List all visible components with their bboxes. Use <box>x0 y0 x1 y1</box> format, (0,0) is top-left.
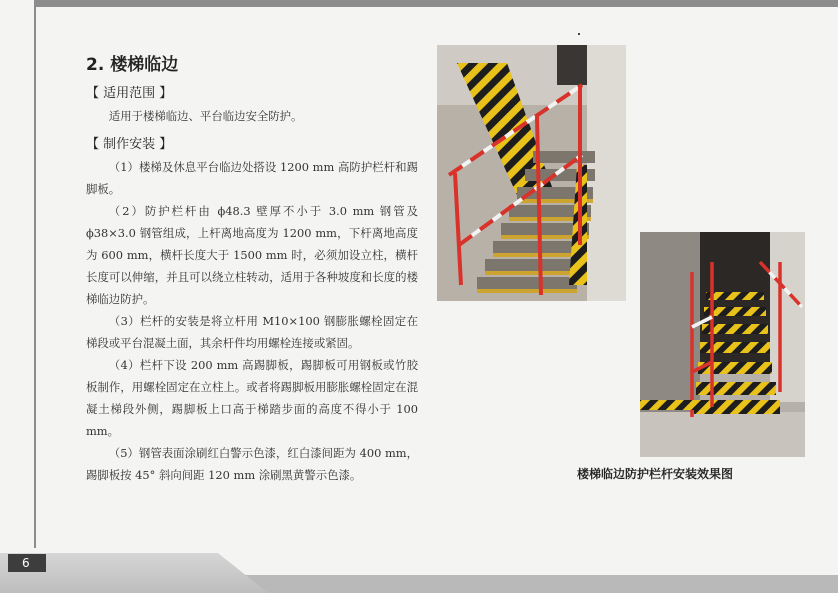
figure-caption: 楼梯临边防护栏杆安装效果图 <box>576 467 733 481</box>
install-item-4: （4）栏杆下设 200 mm 高踢脚板，踢脚板可用钢板或竹胶板制作，用螺栓固定在立柱上。或者将踢脚板用膨胀螺栓固定在混凝土梯段外侧，踢脚板上口高于梯踏步面的高度不得小于 100 mm。 <box>86 358 418 438</box>
left-border-rule <box>34 0 36 548</box>
install-item-1: （1）楼梯及休息平台临边处搭设 1200 mm 高防护栏杆和踢脚板。 <box>86 160 418 196</box>
scope-heading: 【 适用范围 】 <box>86 86 173 101</box>
scope-text: 适用于楼梯临边、平台临边安全防护。 <box>108 109 303 123</box>
stair-railing-illustration-1 <box>437 45 626 301</box>
install-heading: 【 制作安装 】 <box>86 137 173 152</box>
top-border-bar <box>34 0 838 7</box>
section-title: 2. 楼梯临边 <box>86 55 179 75</box>
install-item-2: （2）防护栏杆由 ϕ48.3 壁厚不小于 3.0 mm 钢管及 ϕ38×3.0 钢管组成，上杆离地高度为 1200 mm，下杆离地高度为 600 mm，横杆长度大于 1500 mm 时，必须加设立柱，横杆长度可以伸缩，并且可以绕立柱转动，适用于各种坡度和长度的楼梯临边防护。 <box>86 204 418 306</box>
stair-railing-photo-1 <box>437 45 626 301</box>
text-column <box>86 50 418 486</box>
stair-railing-photo-2 <box>640 232 805 457</box>
speck <box>578 33 580 35</box>
stair-railing-illustration-2 <box>640 232 805 457</box>
install-item-3: （3）栏杆的安装是将立杆用 M10×100 钢膨胀螺栓固定在梯段或平台混凝土面，其余杆件均用螺栓连接或紧固。 <box>86 314 418 350</box>
page-number: 6 <box>8 554 46 572</box>
install-item-5: （5）钢管表面涂刷红白警示色漆，红白漆间距为 400 mm，踢脚板按 45° 斜向间距 120 mm 涂刷黑黄警示色漆。 <box>86 446 418 482</box>
